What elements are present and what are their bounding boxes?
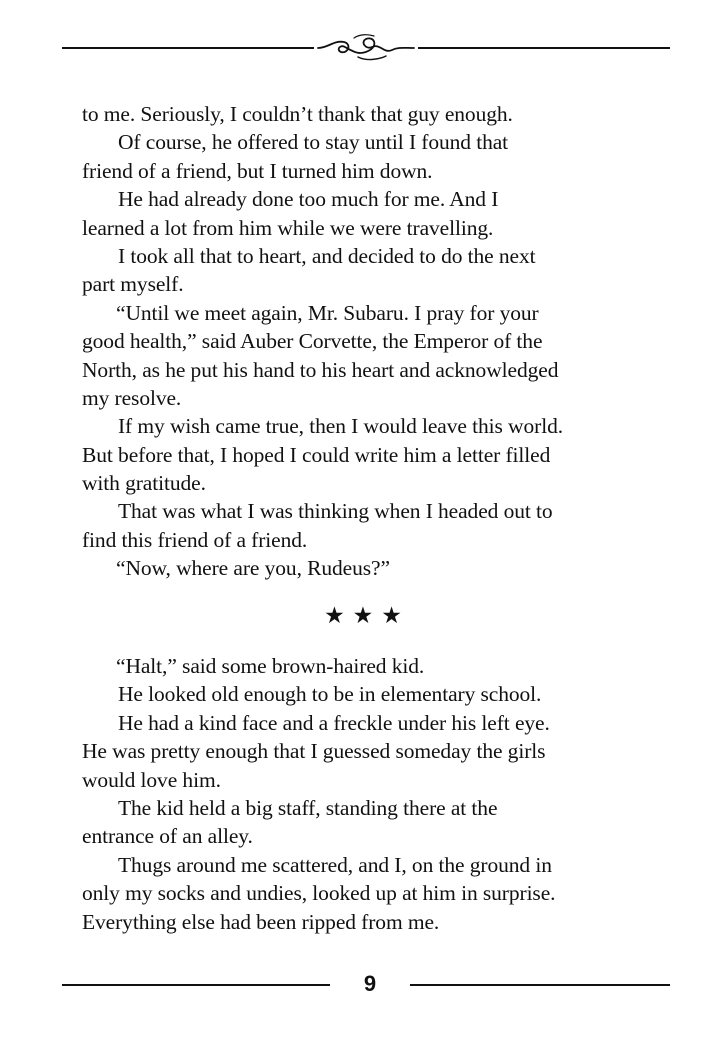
text-line: “Now, where are you, Rudeus?” bbox=[116, 556, 390, 581]
text-line: If my wish came true, then I would leave this world. bbox=[118, 414, 563, 439]
text-line: I took all that to heart, and decided to do the next bbox=[118, 243, 536, 268]
text-line: Of course, he offered to stay until I found that bbox=[118, 130, 509, 155]
text-line: Thugs around me scattered, and I, on the ground in bbox=[118, 852, 552, 877]
text-line: entrance of an alley. bbox=[82, 824, 253, 849]
text-line: with gratitude. bbox=[82, 471, 206, 496]
text-line: find this friend of a friend. bbox=[82, 527, 308, 552]
text-line: to me. Seriously, I couldn’t thank that guy enough. bbox=[82, 102, 513, 126]
text-line: learned a lot from him while we were travelling. bbox=[82, 215, 494, 240]
header-rule-right bbox=[418, 47, 670, 49]
text-line: part myself. bbox=[82, 272, 184, 297]
text-line: He had already done too much for me. And I bbox=[118, 187, 499, 212]
page-header bbox=[62, 28, 670, 68]
text-line: The kid held a big staff, standing there at the bbox=[118, 795, 498, 820]
scene-break-stars: ★★★ bbox=[324, 603, 410, 629]
text-line: only my socks and undies, looked up at him in surprise. bbox=[82, 881, 556, 906]
flourish-ornament-icon bbox=[314, 30, 418, 66]
text-line: He was pretty enough that I guessed someday the girls bbox=[82, 739, 546, 764]
text-line: “Until we meet again, Mr. Subaru. I pray for your bbox=[116, 300, 539, 325]
footer-rule-right bbox=[410, 984, 670, 986]
body-text bbox=[82, 100, 652, 583]
page-footer bbox=[62, 968, 670, 1000]
text-line: friend of a friend, but I turned him down. bbox=[82, 158, 433, 183]
text-line: “Halt,” said some brown-haired kid. bbox=[116, 654, 425, 678]
header-rule-left bbox=[62, 47, 314, 49]
page-number: 9 bbox=[363, 971, 377, 996]
text-line: He had a kind face and a freckle under his left eye. bbox=[118, 710, 550, 735]
text-line: Everything else had been ripped from me. bbox=[82, 909, 440, 934]
body-text-continued bbox=[82, 652, 652, 936]
text-line: good health,” said Auber Corvette, the Emperor of the bbox=[82, 329, 543, 354]
text-line: North, as he put his hand to his heart and acknowledged bbox=[82, 357, 559, 382]
text-line: my resolve. bbox=[82, 385, 182, 410]
text-line: That was what I was thinking when I headed out to bbox=[118, 499, 553, 524]
text-line: He looked old enough to be in elementary school. bbox=[118, 682, 542, 707]
text-line: would love him. bbox=[82, 767, 221, 792]
text-line: But before that, I hoped I could write him a letter filled bbox=[82, 442, 551, 467]
footer-rule-left bbox=[62, 984, 330, 986]
